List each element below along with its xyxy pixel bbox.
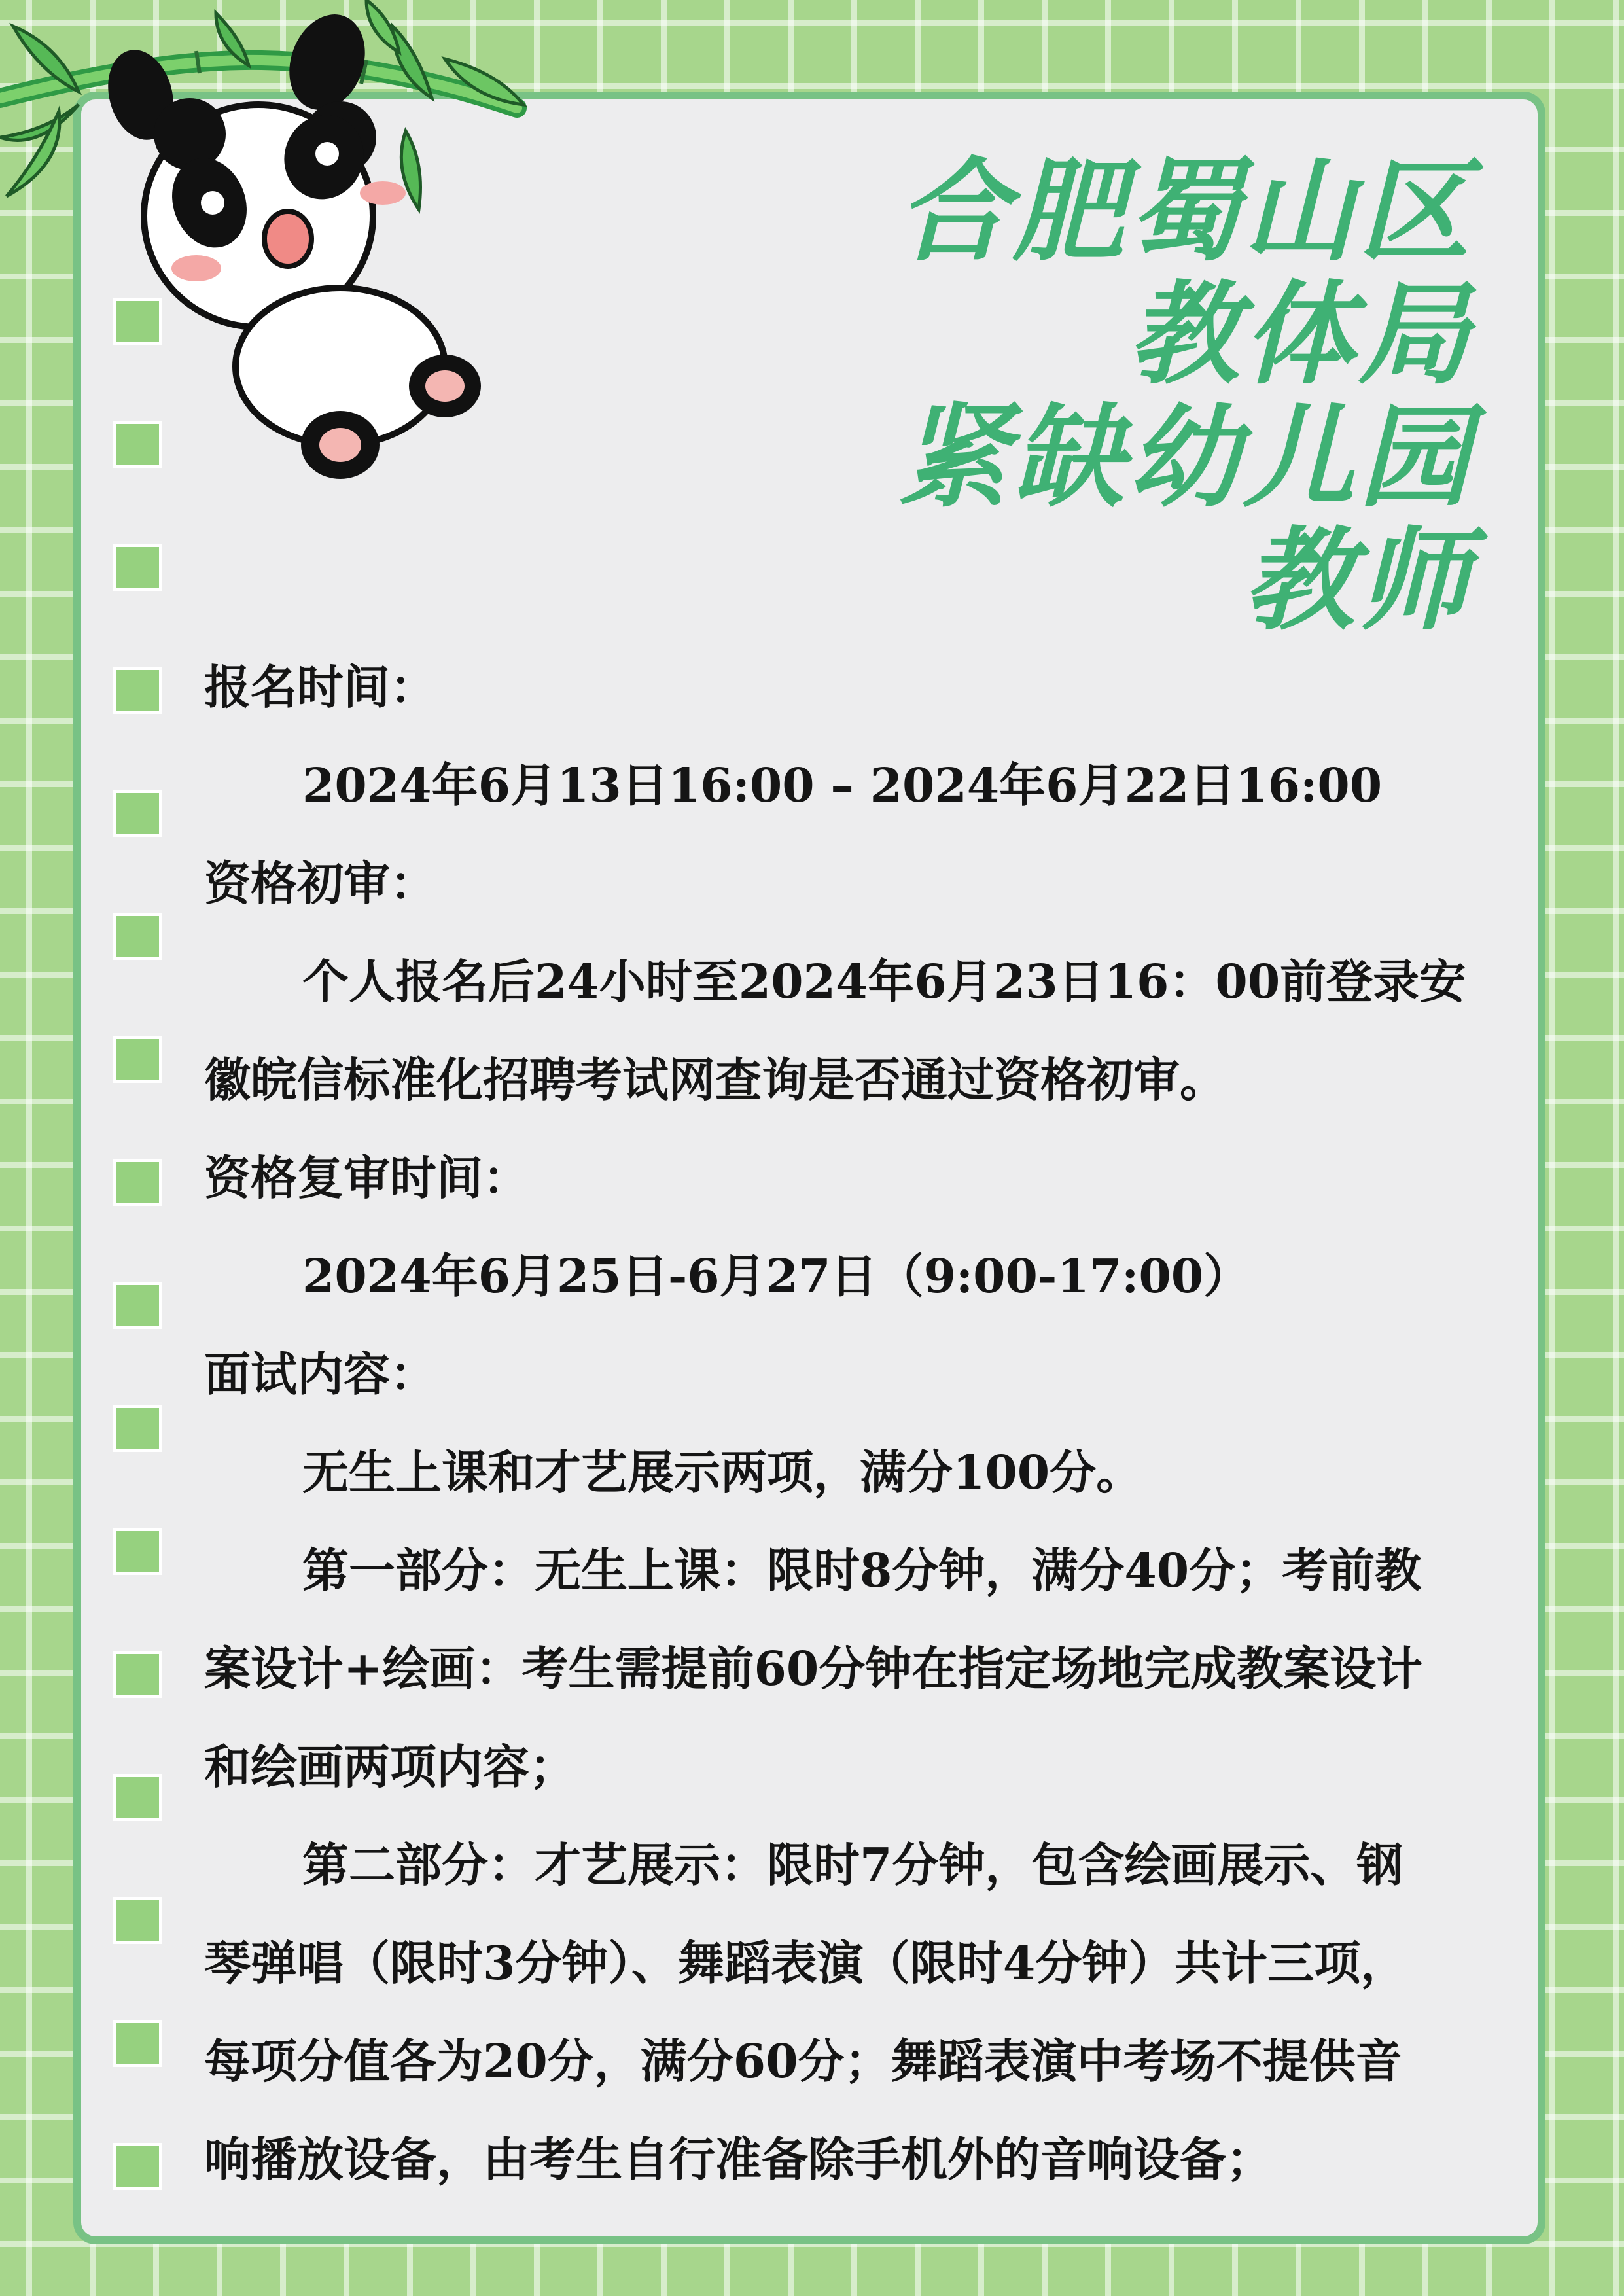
interview-line: 每项分值各为20分，满分60分；舞蹈表演中考场不提供音 [204,2034,1402,2089]
interview-line: 第二部分：才艺展示：限时7分钟，包含绘画展示、钢 [302,1837,1403,1892]
notebook-binding-holes [113,298,162,2195]
interview-line: 案设计+绘画：考生需提前60分钟在指定场地完成教案设计 [204,1641,1423,1696]
binding-hole [113,544,162,591]
section-label-re-review: 资格复审时间： [204,1150,530,1205]
page-title [897,147,1474,646]
notice-content [204,638,1496,2208]
binding-hole [113,913,162,960]
title-line: 教体局 [1127,270,1474,400]
interview-line: 响播放设备，由考生自行准备除手机外的音响设备； [204,2132,1273,2187]
binding-hole [113,1897,162,1944]
binding-hole [113,2143,162,2190]
binding-hole [113,1405,162,1452]
preliminary-review-line: 个人报名后24小时至2024年6月23日16：00前登录安 [302,954,1466,1009]
binding-hole [113,667,162,714]
binding-hole [113,1282,162,1329]
registration-time-value: 2024年6月13日16:00 – 2024年6月22日16:00 [302,758,1383,813]
re-review-time-value: 2024年6月25日-6月27日（9:00-17:00） [302,1248,1250,1303]
binding-hole [113,2020,162,2067]
interview-line: 琴弹唱（限时3分钟）、舞蹈表演（限时4分钟）共计三项， [204,1935,1407,1990]
interview-line: 第一部分：无生上课：限时8分钟，满分40分；考前教 [302,1543,1422,1598]
binding-hole [113,1528,162,1575]
section-label-interview: 面试内容： [204,1347,437,1402]
title-line: 教师 [1243,516,1474,646]
title-line: 合肥蜀山区 [897,147,1474,277]
binding-hole [113,1651,162,1698]
panda-with-bamboo-icon [0,0,537,497]
binding-hole [113,790,162,837]
binding-hole [113,1774,162,1821]
title-line: 紧缺幼儿园 [897,393,1474,523]
section-label-registration-time: 报名时间： [204,660,437,715]
binding-hole [113,1159,162,1206]
section-label-preliminary-review: 资格初审： [204,856,437,911]
binding-hole [113,1036,162,1083]
interview-line: 无生上课和才艺展示两项，满分100分。 [302,1445,1143,1500]
interview-line: 和绘画两项内容； [204,1739,576,1794]
preliminary-review-line: 徽皖信标准化招聘考试网查询是否通过资格初审。 [204,1052,1227,1107]
